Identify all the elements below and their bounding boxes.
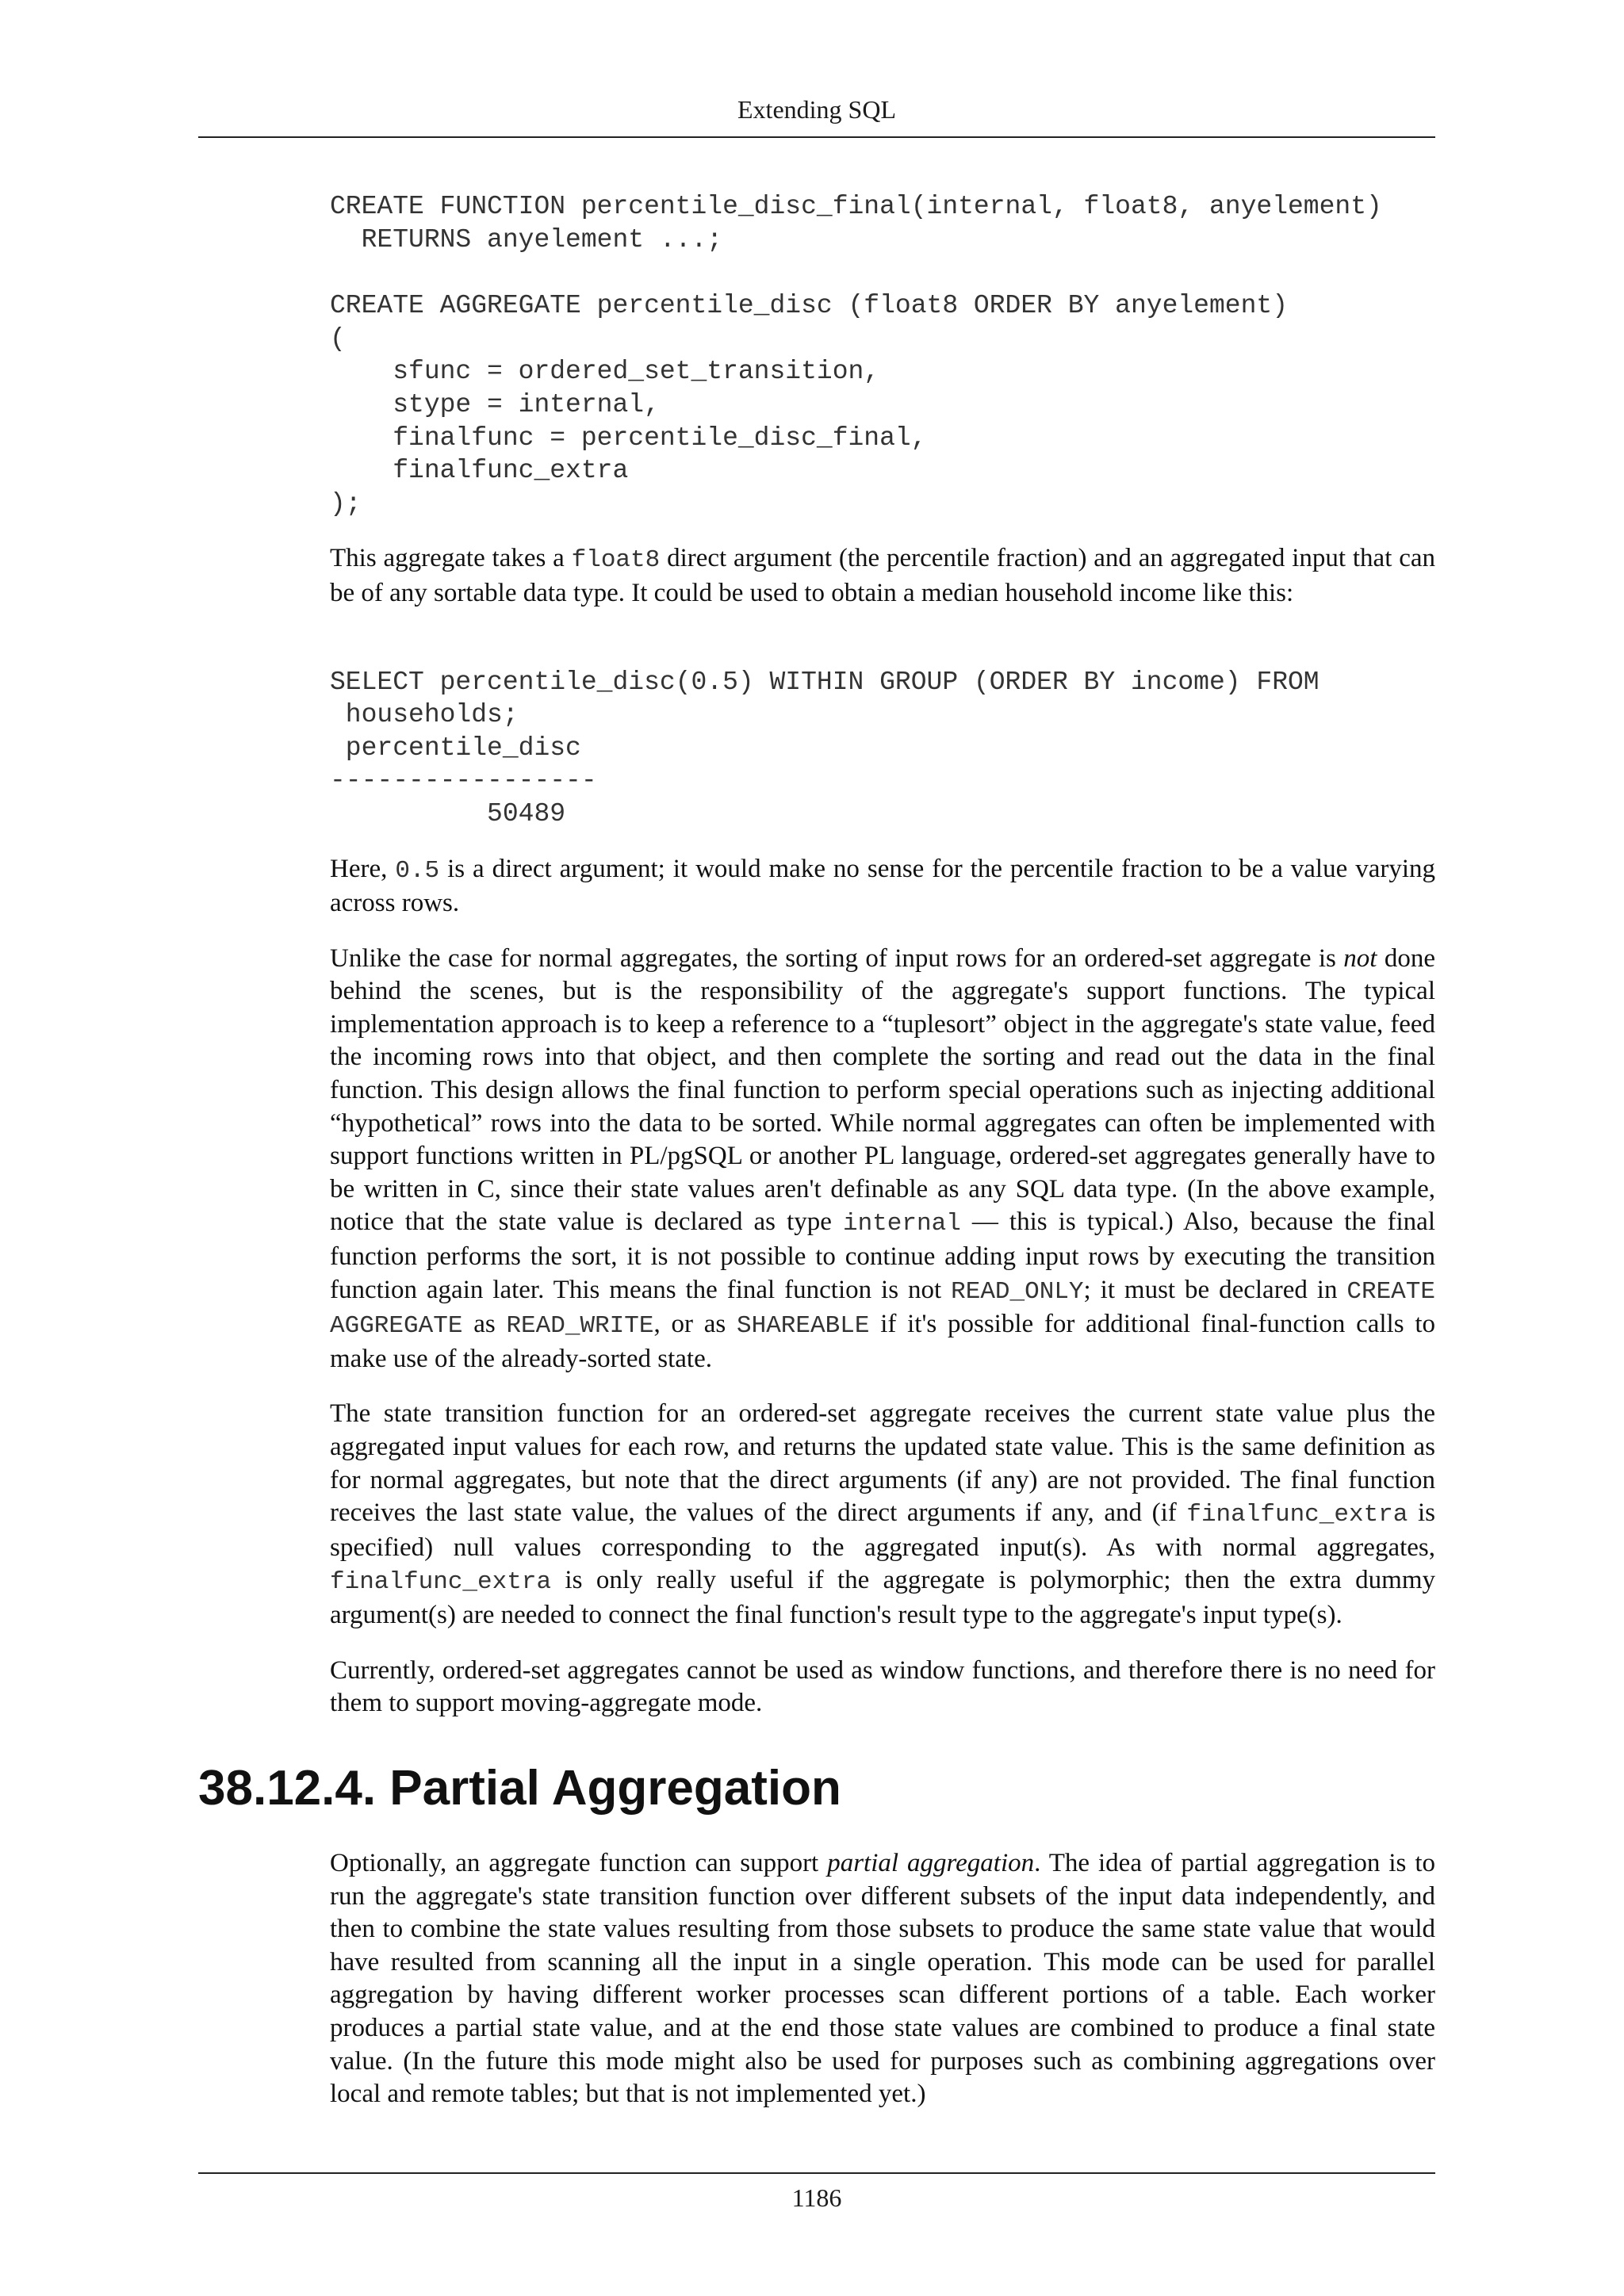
paragraph-sorting: Unlike the case for normal aggregates, the sorting of input rows for an ordered-set aggregate is not done behind the scenes, but is the responsibility of the aggregate's support functions. The typical implementation approach is to keep a reference to a “tuplesort” object in the aggregate's state value, feed the incoming rows into that object, and then complete the sorting and read out the data in the final function. This design allows the final function to perform special operations such as injecting additional “hypothetical” rows into the data to be sorted. While normal aggregates can often be implemented with support functions written in PL/pgSQL or another PL language, ordered-set aggregates generally have to be written in C, since their state values aren't definable as any SQL data type. (In the above example, notice that the state value is declared as type internal — this is typical.) Also, because the final function performs the sort, it is not possible to continue adding input rows by executing the transition function again later. This means the final function is not READ_ONLY; it must be declared in CREATE AGGREGATE as READ_WRITE, or as SHAREABLE if it's possible for additional final-function calls to make use of the already-sorted state. [330,943,1435,1373]
inline-code: CREATE AGGREGATE [330,1277,1435,1341]
page-number: 1186 [791,2183,842,2212]
paragraph-direct-argument: Here, 0.5 is a direct argument; it would make no sense for the percentile fraction to be a value varying across rows. [330,854,1435,918]
paragraph-window-functions: Currently, ordered-set aggregates cannot be used as window functions, and therefore there is no need for them to support moving-aggregate mode. [330,1655,1435,1718]
main-content [330,190,1435,1720]
paragraph-state-transition: The state transition function for an ordered-set aggregate receives the current state value plus the aggregated input values for each row, and returns the updated state value. This is the same definition as for normal aggregates, but note that the direct arguments (if any) are not provided. The final function receives the last state value, the values of the direct arguments if any, and (if finalfunc_extra is specified) null values corresponding to the aggregated input(s). As with normal aggregates, finalfunc_extra is only really useful if the aggregate is polymorphic; then the extra dummy argument(s) are needed to connect the final function's result type to the aggregate's input type(s). [330,1399,1435,1629]
footer-divider [198,2172,1435,2174]
inline-code: READ_ONLY [951,1277,1084,1306]
code-block-final-function: CREATE FUNCTION percentile_disc_final(internal, float8, anyelement) RETURNS anyelement ...; [330,192,1382,254]
inline-code: internal [842,1210,961,1238]
inline-code: SHAREABLE [737,1312,870,1341]
section-content [330,1847,1435,2111]
code-block-create-aggregate: CREATE AGGREGATE percentile_disc (float8 ORDER BY anyelement) ( sfunc = ordered_set_transition, stype = internal, finalfunc = percentile_disc_final, finalfunc_extra ); [330,291,1288,519]
inline-code: 0.5 [395,856,440,885]
header-divider [198,136,1435,138]
inline-code: finalfunc_extra [330,1568,552,1597]
inline-code: float8 [571,546,661,575]
section-heading: 38.12.4. Partial Aggregation [198,1761,841,1816]
running-header: Extending SQL [737,95,896,124]
inline-code: finalfunc_extra [1186,1501,1408,1529]
code-block-query-example: SELECT percentile_disc(0.5) WITHIN GROUP (ORDER BY income) FROM households; percentile_disc ----------------- 50489 [330,667,1320,828]
inline-code: READ_WRITE [506,1312,654,1341]
paragraph-aggregate-intro: This aggregate takes a float8 direct argument (the percentile fraction) and an aggregated input that can be of any sortable data type. It could be used to obtain a median household income like this: [330,544,1435,607]
paragraph-partial-aggregation: Optionally, an aggregate function can support partial aggregation. The idea of partial aggregation is to run the aggregate's state transition function over different subsets of the input data independently, and then to combine the state values resulting from those subsets to produce the same state value that would have resulted from scanning all the input in a single operation. This mode can be used for parallel aggregation by having different worker processes scan different portions of a table. Each worker produces a partial state value, and at the end those state values are combined to produce a final state value. (In the future this mode might also be used for purposes such as combining aggregations over local and remote tables; but that is not implemented yet.) [330,1849,1436,2109]
